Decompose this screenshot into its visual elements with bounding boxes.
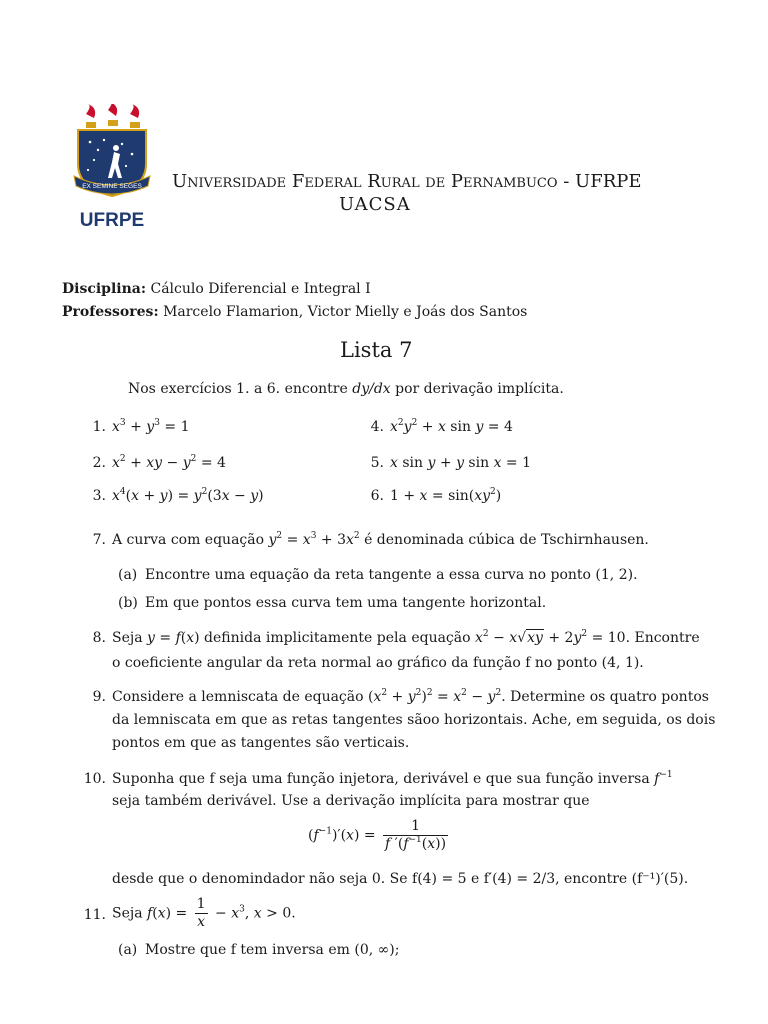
campus-name: UACSA [339,194,411,215]
svg-text:EX SEMINE SEGES: EX SEMINE SEGES [82,183,142,190]
list-title: Lista 7 [340,338,413,362]
torch-icon [86,104,140,128]
professors-value: Marcelo Flamarion, Victor Mielly e Joás dos Santos [163,304,528,320]
university-name: Universidade Federal Rural de Pernambuco - UFRPE [172,171,642,192]
svg-text:UFRPE: UFRPE [79,210,145,231]
ufrpe-logo [64,104,160,236]
discipline-label: Disciplina: [62,281,147,297]
discipline-value: Cálculo Diferencial e Integral I [150,281,371,297]
professors-label: Professores: [62,304,159,320]
intro-text: Nos exercícios 1. a 6. encontre dy/dx por derivação implícita. [128,381,564,397]
discipline-line [62,281,371,298]
professors-line [62,304,527,321]
